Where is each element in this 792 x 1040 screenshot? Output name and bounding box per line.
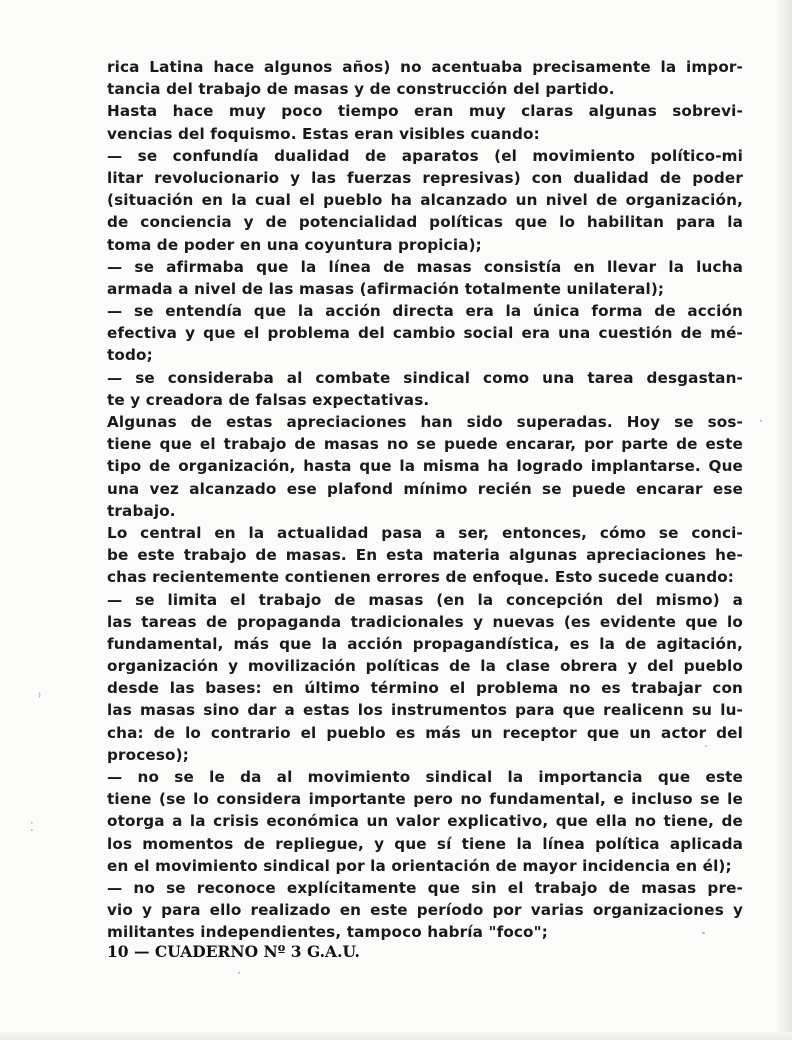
margin-speck: ⁾ [38, 690, 41, 704]
text-line: tiene que el trabajo de masas no se puede encarar, por parte de este [107, 435, 743, 454]
text-line: en el movimiento sindical por la orientación de mayor incidencia en él); [107, 856, 732, 875]
text-line: vio y para ello realizado en este período por varias organizaciones y [107, 901, 743, 920]
text-line: una vez alcanzado ese plafond mínimo recién se puede encarar ese [107, 479, 743, 498]
page-bottom-shadow [0, 1032, 792, 1040]
text-line: tiene (se lo considera importante pero no fundamental, e incluso se le [107, 790, 743, 809]
text-line: proceso); [107, 745, 189, 764]
scan-speck [760, 420, 762, 422]
text-line: efectiva y que el problema del cambio social era una cuestión de mé- [107, 324, 743, 343]
page-edge-shadow [778, 0, 792, 1040]
text-line: fundamental, más que la acción propagandística, es la de agitación, [107, 634, 743, 653]
text-line: — se entendía que la acción directa era la única forma de acción [107, 302, 743, 321]
text-line: tancia del trabajo de masas y de construcción del partido. [107, 80, 615, 99]
text-line: desde las bases: en último término el problema no es trabajar con [107, 679, 743, 698]
text-line: todo; [107, 346, 153, 365]
text-line: — se consideraba al combate sindical como una tarea desgastan- [107, 368, 743, 387]
text-line: de conciencia y de potencialidad políticas que lo habilitan para la [107, 213, 743, 232]
text-line: Lo central en la actualidad pasa a ser, entonces, cómo se conci- [107, 523, 743, 542]
text-line: Algunas de estas apreciaciones han sido superadas. Hoy se sos- [107, 413, 743, 431]
text-line: te y creadora de falsas expectativas. [107, 390, 430, 409]
text-line: las masas sino dar a estas los instrumentos para que realicenn su lu- [107, 701, 743, 720]
text-line: los momentos de repliegue, y que sí tiene la línea política aplicada [107, 834, 743, 853]
text-line: — se limita el trabajo de masas (en la concepción del mismo) a [107, 590, 743, 609]
text-line: — no se reconoce explícitamente que sin el trabajo de masas pre- [107, 878, 743, 897]
text-line: las tareas de propaganda tradicionales y nuevas (es evidente que lo [107, 612, 743, 631]
text-line: trabajo. [107, 501, 176, 520]
margin-speck: ⁚ [30, 820, 34, 834]
text-line: rica Latina hace algunos años) no acentuaba precisamente la impor- [107, 58, 743, 76]
text-line: tipo de organización, hasta que la misma ha logrado implantarse. Que [107, 457, 743, 476]
text-line: be este trabajo de masas. En esta materia algunas apreciaciones he- [107, 546, 743, 565]
text-line: Hasta hace muy poco tiempo eran muy claras algunas sobrevi- [107, 102, 743, 121]
text-line: armada a nivel de las masas (afirmación totalmente unilateral); [107, 279, 665, 298]
text-line: cha: de lo contrario el pueblo es más un receptor que un actor del [107, 723, 743, 742]
text-line: — se afirmaba que la línea de masas consistía en llevar la lucha [107, 257, 743, 276]
text-line: — se confundía dualidad de aparatos (el movimiento político-mi [107, 146, 743, 165]
text-line: litar revolucionario y las fuerzas represivas) con dualidad de poder [107, 168, 743, 187]
text-line: otorga a la crisis económica un valor explicativo, que ella no tiene, de [107, 812, 743, 831]
body-text [107, 56, 743, 944]
text-line: — no se le da al movimiento sindical la importancia que este [107, 768, 743, 786]
page-footer: 10 — CUADERNO Nº 3 G.A.U. [107, 942, 360, 961]
text-line: (situación en la cual el pueblo ha alcanzado un nivel de organización, [107, 191, 743, 210]
text-line: vencias del foquismo. Estas eran visibles cuando: [107, 124, 540, 143]
text-line: chas recientemente contienen errores de enfoque. Esto sucede cuando: [107, 568, 735, 587]
text-line: toma de poder en una coyuntura propicia); [107, 235, 482, 254]
scan-speck [238, 972, 240, 974]
text-line: organización y movilización políticas de la clase obrera y del pueblo [107, 657, 743, 676]
text-line: militantes independientes, tampoco habría "foco"; [107, 923, 548, 942]
